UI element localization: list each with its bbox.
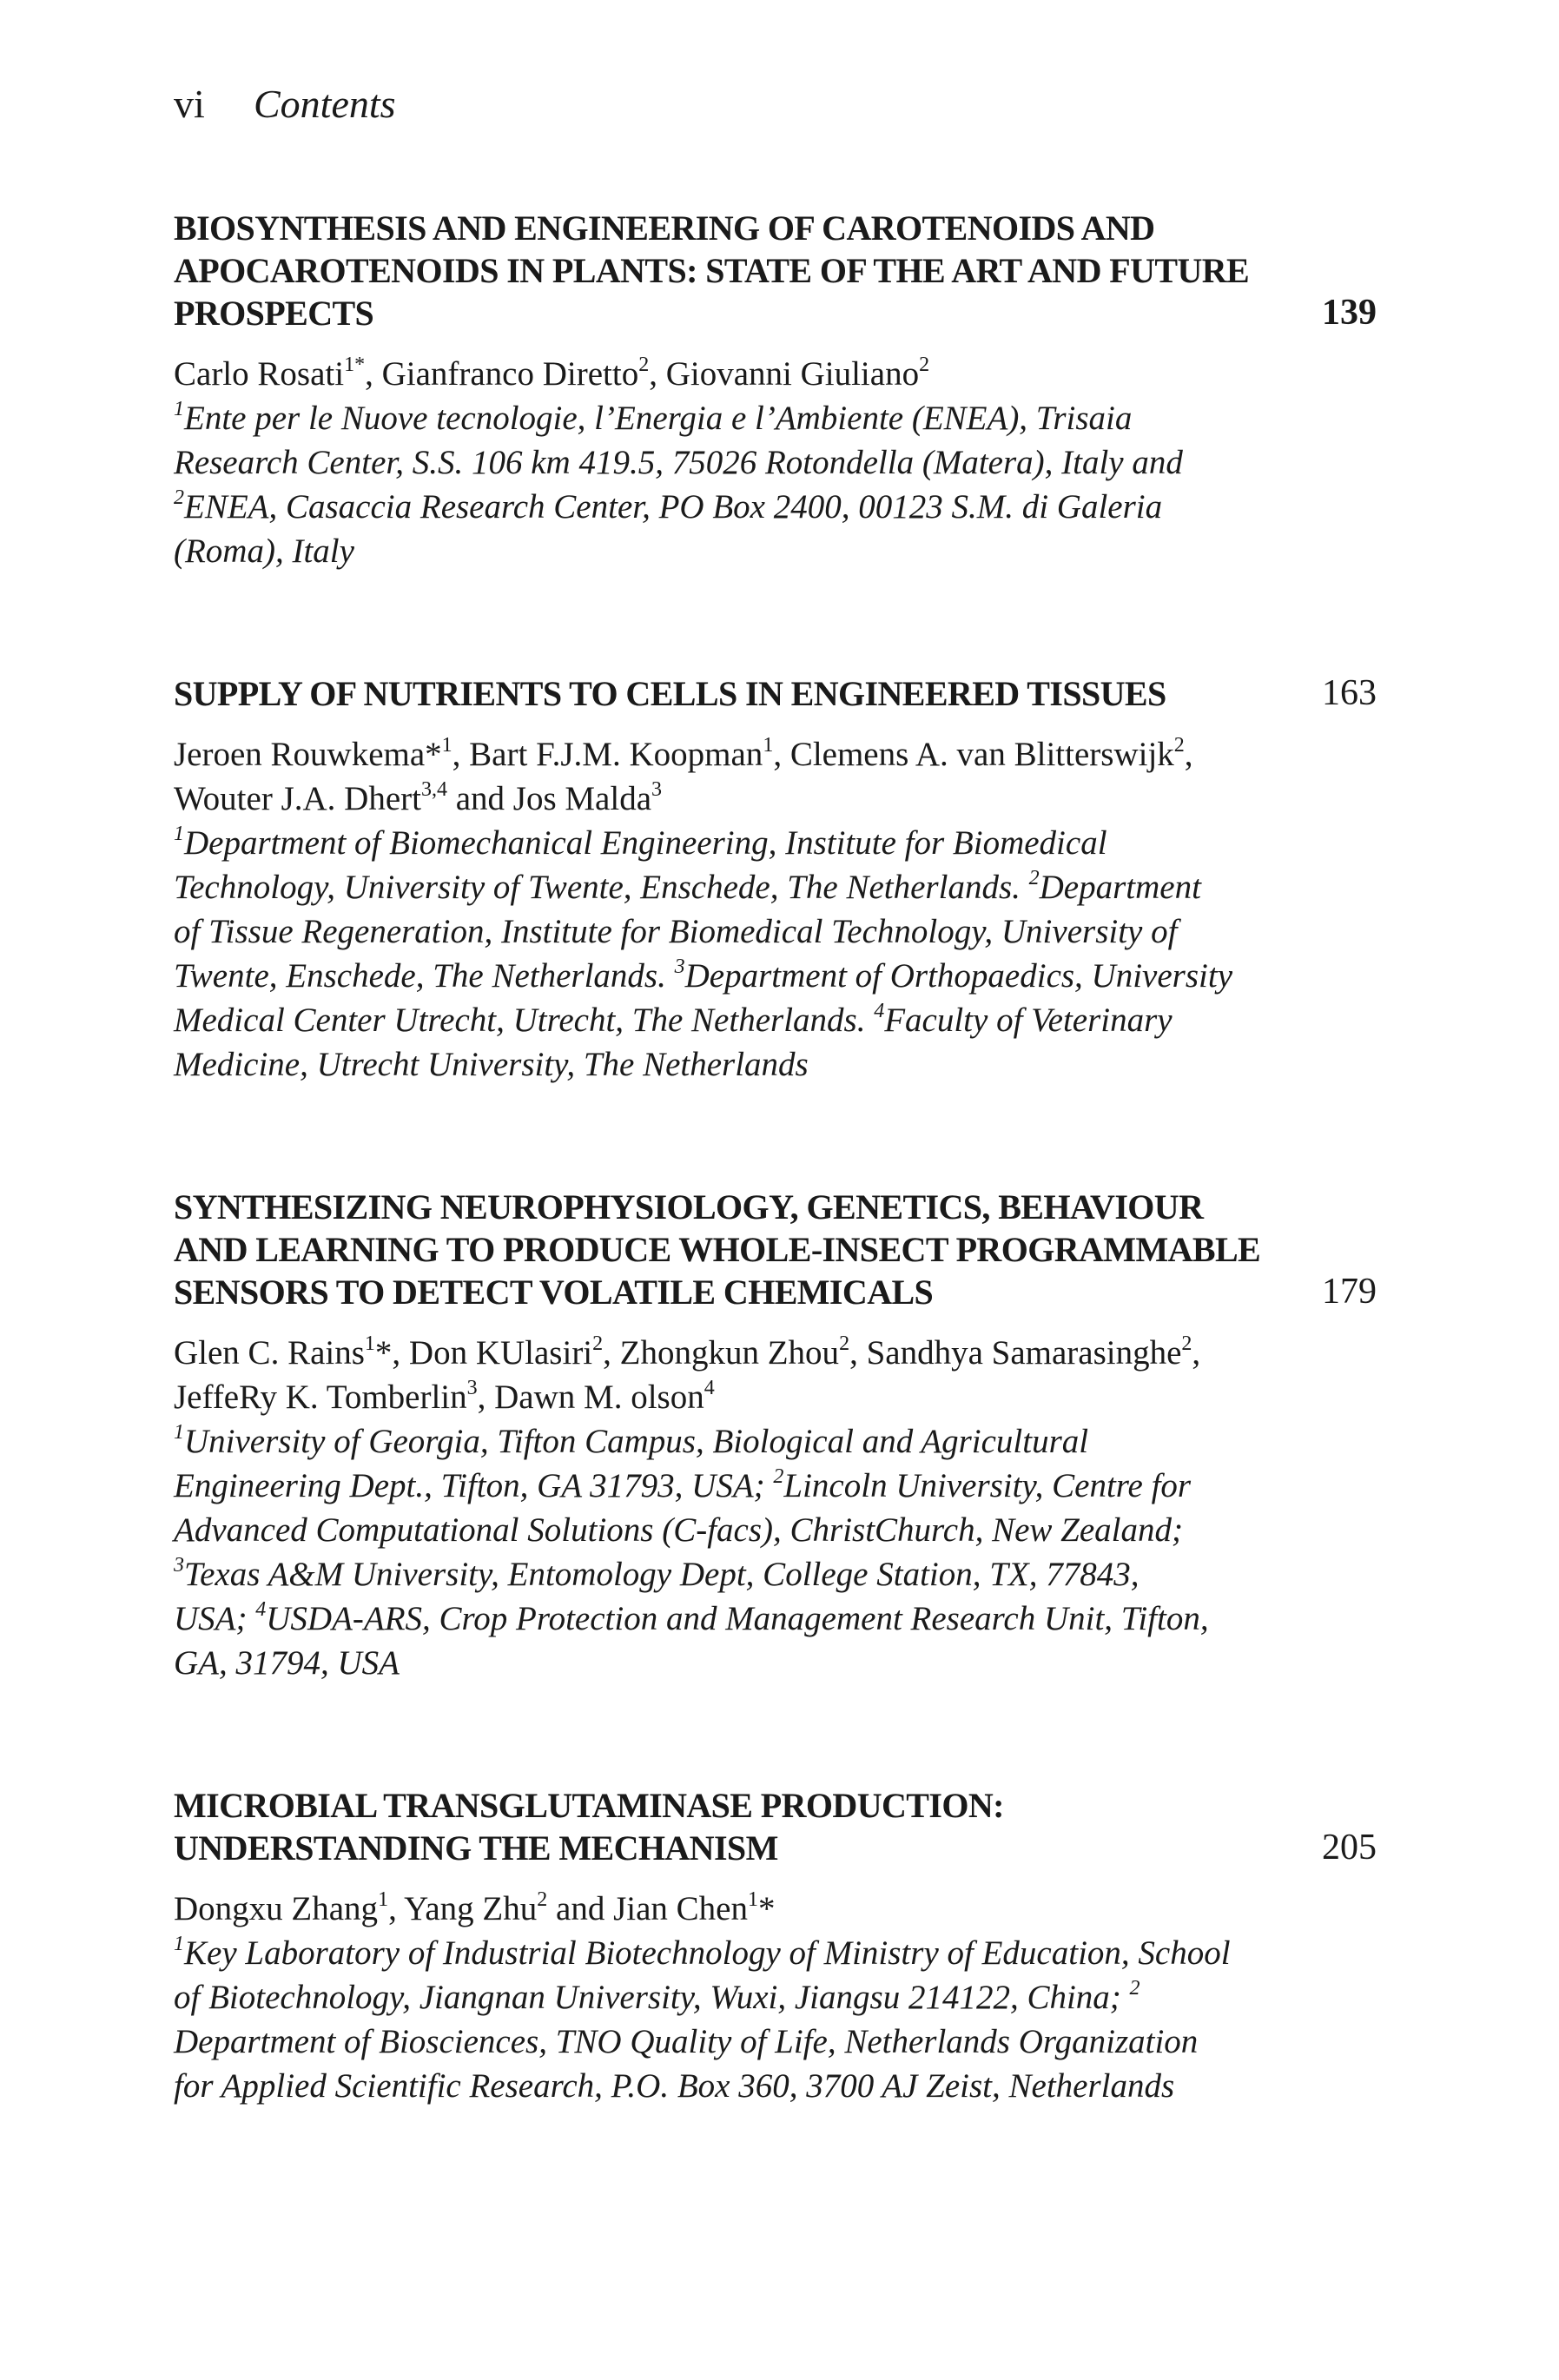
text-line: [174, 998, 1329, 1042]
superscript-marker: 1: [174, 398, 184, 420]
text-run: Lincoln University, Centre for: [783, 1467, 1192, 1504]
superscript-marker: 4: [704, 1377, 715, 1399]
text-run: *, Don KUlasiri: [374, 1334, 593, 1372]
text-line: [174, 1464, 1329, 1508]
text-run: ENEA, Casaccia Research Center, PO Box 2400, 00123 S.M. di Galeria: [184, 488, 1163, 526]
superscript-marker: 2: [1173, 734, 1185, 757]
text-run: of Tissue Regeneration, Institute for Biomedical Technology, University of: [174, 913, 1178, 950]
running-head-title: Contents: [254, 82, 396, 126]
text-run: ,: [1192, 1334, 1201, 1372]
text-run: Twente, Enschede, The Netherlands.: [174, 957, 675, 995]
text-run: Medical Center Utrecht, Utrecht, The Netherlands.: [174, 1002, 875, 1039]
text-run: , Clemens A. van Blitterswijk: [773, 736, 1174, 773]
text-line: MICROBIAL TRANSGLUTAMINASE PRODUCTION:: [174, 1786, 1004, 1825]
toc-entry[interactable]: [174, 1784, 1377, 2108]
entry-affiliations: [174, 1931, 1329, 2108]
entry-title[interactable]: [174, 672, 1307, 715]
superscript-marker: 2: [1181, 1332, 1192, 1355]
text-line: [174, 352, 1329, 396]
text-line: [174, 396, 1329, 440]
text-run: Wouter J.A. Dhert: [174, 780, 421, 817]
entry-affiliations: [174, 396, 1329, 573]
text-line: [174, 440, 1329, 485]
text-line: [174, 1597, 1329, 1641]
text-line: BIOSYNTHESIS AND ENGINEERING OF CAROTENOIDS AND: [174, 208, 1155, 248]
text-line: SENSORS TO DETECT VOLATILE CHEMICALS: [174, 1273, 934, 1312]
superscript-marker: 3,4: [420, 778, 447, 801]
text-run: Dongxu Zhang: [174, 1890, 379, 1927]
superscript-marker: 3: [674, 955, 685, 978]
superscript-marker: 2: [1129, 1977, 1140, 2000]
text-run: , Zhongkun Zhou: [603, 1334, 840, 1372]
text-run: Key Laboratory of Industrial Biotechnology of Ministry of Education, School: [184, 1934, 1231, 1972]
superscript-marker: 4: [255, 1598, 267, 1621]
text-run: and Jian Chen: [547, 1890, 748, 1927]
text-run: Jeroen Rouwkema*: [174, 736, 442, 773]
superscript-marker: 1: [378, 1888, 389, 1911]
superscript-marker: 2: [174, 486, 184, 509]
text-run: Carlo Rosati: [174, 355, 345, 393]
text-line: SYNTHESIZING NEUROPHYSIOLOGY, GENETICS, BEHAVIOUR: [174, 1187, 1204, 1226]
text-run: Engineering Dept., Tifton, GA 31793, USA;: [174, 1467, 774, 1504]
text-run: Department of Orthopaedics, University: [684, 957, 1233, 995]
text-run: USDA-ARS, Crop Protection and Management Research Unit, Tifton,: [266, 1600, 1209, 1637]
text-line: [174, 1419, 1329, 1464]
text-line: [174, 1552, 1329, 1597]
text-line: [174, 1641, 1329, 1685]
superscript-marker: 1: [747, 1888, 758, 1911]
text-run: Advanced Computational Solutions (C-facs), ChristChurch, New Zealand;: [174, 1511, 1184, 1549]
text-line: [174, 1042, 1329, 1087]
superscript-marker: 2: [1028, 867, 1040, 889]
text-line: [174, 1931, 1329, 1975]
entry-title[interactable]: [174, 207, 1307, 334]
superscript-marker: 1: [441, 734, 453, 757]
text-run: *: [757, 1890, 776, 1927]
text-line: [174, 2064, 1329, 2108]
superscript-marker: 2: [537, 1888, 548, 1911]
text-run: GA, 31794, USA: [174, 1644, 400, 1682]
entry-title[interactable]: [174, 1186, 1307, 1313]
text-line: [174, 1331, 1329, 1375]
entry-authors: [174, 352, 1329, 396]
superscript-marker: 1: [763, 734, 774, 757]
entry-title[interactable]: [174, 1784, 1307, 1869]
text-run: Technology, University of Twente, Enschede, The Netherlands.: [174, 869, 1029, 906]
toc-entry[interactable]: [174, 207, 1377, 573]
entry-page-number[interactable]: 139: [1322, 293, 1377, 333]
text-line: [174, 909, 1329, 954]
text-line: PROSPECTS: [174, 294, 374, 333]
text-run: USA;: [174, 1600, 256, 1637]
text-run: , Sandhya Samarasinghe: [849, 1334, 1182, 1372]
text-run: for Applied Scientific Research, P.O. Box 360, 3700 AJ Zeist, Netherlands: [174, 2067, 1175, 2105]
running-head: [174, 78, 1377, 130]
entry-page-number[interactable]: 163: [1322, 673, 1377, 713]
text-line: [174, 529, 1329, 573]
text-run: Faculty of Veterinary: [884, 1002, 1173, 1039]
entry-affiliations: [174, 821, 1329, 1087]
page-folio: vi: [174, 82, 205, 126]
text-run: Medicine, Utrecht University, The Netherlands: [174, 1046, 809, 1083]
text-run: Ente per le Nuove tecnologie, l’Energia e l’Ambiente (ENEA), Trisaia: [184, 400, 1133, 437]
text-line: APOCAROTENOIDS IN PLANTS: STATE OF THE ART AND FUTURE: [174, 251, 1250, 290]
superscript-marker: 1: [174, 823, 184, 845]
text-line: [174, 2020, 1329, 2064]
superscript-marker: 1: [174, 1933, 184, 1955]
text-run: , Dawn M. olson: [477, 1378, 704, 1416]
toc-entry[interactable]: [174, 672, 1377, 1087]
text-line: [174, 1887, 1329, 1931]
text-run: , Yang Zhu: [388, 1890, 538, 1927]
superscript-marker: 2: [773, 1465, 784, 1488]
text-run: Department of Biomechanical Engineering, Institute for Biomedical: [184, 824, 1107, 862]
text-line: SUPPLY OF NUTRIENTS TO CELLS IN ENGINEERED TISSUES: [174, 674, 1166, 713]
superscript-marker: 3: [174, 1554, 184, 1577]
text-run: , Giovanni Giuliano: [649, 355, 920, 393]
text-line: [174, 485, 1329, 529]
superscript-marker: 3: [651, 778, 663, 801]
superscript-marker: 3: [466, 1377, 478, 1399]
text-run: Research Center, S.S. 106 km 419.5, 75026 Rotondella (Matera), Italy and: [174, 444, 1183, 481]
text-line: [174, 1375, 1329, 1419]
text-run: , Bart F.J.M. Koopman: [452, 736, 763, 773]
text-line: [174, 821, 1329, 865]
text-line: [174, 732, 1329, 777]
text-run: Department: [1039, 869, 1201, 906]
text-line: [174, 777, 1329, 821]
text-run: , Gianfranco Diretto: [365, 355, 639, 393]
superscript-marker: 2: [839, 1332, 850, 1355]
text-line: [174, 954, 1329, 998]
entry-authors: [174, 1331, 1329, 1419]
text-run: of Biotechnology, Jiangnan University, Wuxi, Jiangsu 214122, China;: [174, 1979, 1130, 2016]
text-line: [174, 865, 1329, 909]
entry-page-number[interactable]: 205: [1322, 1828, 1377, 1868]
superscript-marker: 1: [364, 1332, 375, 1355]
text-run: ,: [1184, 736, 1193, 773]
toc-entry[interactable]: [174, 1186, 1377, 1685]
superscript-marker: 1: [174, 1421, 184, 1444]
superscript-marker: 1*: [344, 354, 366, 376]
entry-affiliations: [174, 1419, 1329, 1685]
text-line: [174, 1975, 1329, 2020]
text-run: Glen C. Rains: [174, 1334, 365, 1372]
text-run: Texas A&M University, Entomology Dept, College Station, TX, 77843,: [184, 1556, 1140, 1593]
superscript-marker: 4: [874, 1000, 885, 1022]
superscript-marker: 2: [592, 1332, 604, 1355]
entry-page-number[interactable]: 179: [1322, 1272, 1377, 1312]
entry-authors: [174, 1887, 1329, 1931]
superscript-marker: 2: [638, 354, 650, 376]
text-run: (Roma), Italy: [174, 532, 354, 570]
text-line: AND LEARNING TO PRODUCE WHOLE-INSECT PROGRAMMABLE: [174, 1230, 1261, 1269]
text-line: [174, 1508, 1329, 1552]
text-run: JeffeRy K. Tomberlin: [174, 1378, 467, 1416]
text-run: and Jos Malda: [446, 780, 652, 817]
entry-authors: [174, 732, 1329, 821]
text-run: Department of Biosciences, TNO Quality of Life, Netherlands Organization: [174, 2023, 1199, 2060]
text-run: University of Georgia, Tifton Campus, Biological and Agricultural: [184, 1423, 1089, 1460]
text-line: UNDERSTANDING THE MECHANISM: [174, 1828, 778, 1868]
superscript-marker: 2: [919, 354, 930, 376]
